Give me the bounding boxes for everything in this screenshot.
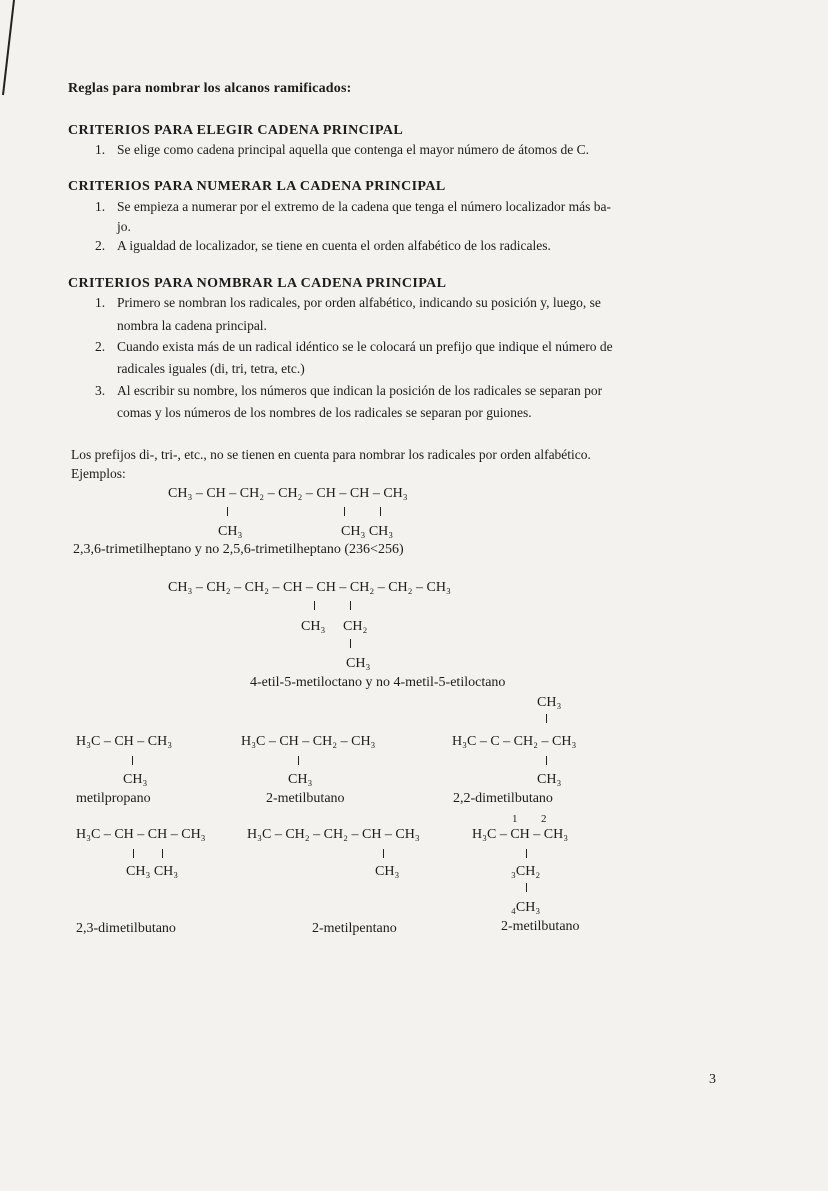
m3-chain: H₃C – C – CH₂ – CH₃ [452,734,577,749]
m3-bond-bottom [546,756,547,765]
m3-name: 2,2-dimetilbutano [453,791,553,806]
examples-label: Ejemplos: [71,466,126,481]
section2-heading: CRITERIOS PARA NUMERAR LA CADENA PRINCIPAL [68,179,446,194]
ex1-sub-a: CH₃ [218,524,243,539]
m4-bond-a [133,849,134,858]
ex2-sub-a: CH₃ [301,619,326,634]
m2-sub: CH₃ [288,772,313,787]
m4-chain: H₃C – CH – CH – CH₃ [76,827,206,842]
m1-chain: H₃C – CH – CH₃ [76,734,173,749]
section3-item-1: 1. Primero se nombran los radicales, por orden alfabético, indicando su posición y, luego, se [95,295,601,310]
m3-bond-top [546,714,547,723]
ex1-bond-c [380,507,381,516]
m3-top-sub: CH₃ [537,695,562,710]
ex1-name: 2,3,6-trimetilheptano y no 2,5,6-trimetilheptano (236<256) [73,542,404,557]
ex1-sub-b: CH₃ CH₃ [341,524,394,539]
m6-name: 2-metilbutano [501,919,580,934]
ex2-bond-b [350,601,351,610]
section3-item-2-cont: radicales iguales (di, tri, tetra, etc.) [117,361,305,376]
m3-sub: CH₃ [537,772,562,787]
page-title: Reglas para nombrar los alcanos ramificados: [68,81,352,96]
m1-bond [132,756,133,765]
m4-sub: CH₃ CH₃ [126,864,179,879]
m6-num-2: 2 [541,813,547,825]
section3-item-2: 2. Cuando exista más de un radical idéntico se le colocará un prefijo que indique el número de [95,339,613,354]
m6-bond-b [526,883,527,892]
m4-name: 2,3-dimetilbutano [76,921,176,936]
m2-bond [298,756,299,765]
section2-item-2: 2. A igualdad de localizador, se tiene en cuenta el orden alfabético de los radicales. [95,238,551,253]
m2-chain: H₃C – CH – CH₂ – CH₃ [241,734,376,749]
ex1-bond-b [344,507,345,516]
prefix-note: Los prefijos di-, tri-, etc., no se tienen en cuenta para nombrar los radicales por orden alfabético. [71,447,591,462]
section1-item-1: 1. Se elige como cadena principal aquella que contenga el mayor número de átomos de C. [95,142,589,157]
m5-chain: H₃C – CH₂ – CH₂ – CH – CH₃ [247,827,420,842]
m6-sub-4: ₄CH₃ [511,900,541,915]
section2-item-1: 1. Se empieza a numerar por el extremo de la cadena que tenga el número localizador más ba- [95,199,612,214]
section3-item-1-cont: nombra la cadena principal. [117,318,267,333]
ex1-main-chain: CH₃ – CH – CH₂ – CH₂ – CH – CH – CH₃ [168,486,408,501]
ex2-sub-c: CH₃ [346,656,371,671]
ex2-bond-a [314,601,315,610]
section3-item-3-cont: comas y los números de los nombres de los radicales se separan por guiones. [117,405,532,420]
m1-sub: CH₃ [123,772,148,787]
m5-name: 2-metilpentano [312,921,397,936]
m6-num-1: 1 [512,813,518,825]
ex1-bond-a [227,507,228,516]
m4-bond-b [162,849,163,858]
ex2-sub-b: CH₂ [343,619,368,634]
section1-heading: CRITERIOS PARA ELEGIR CADENA PRINCIPAL [68,123,404,138]
m6-bond-a [526,849,527,858]
m6-sub-3: ₃CH₂ [511,864,541,879]
m2-name: 2-metilbutano [266,791,345,806]
binder-edge-mark [0,0,18,100]
ex2-name: 4-etil-5-metiloctano y no 4-metil-5-etiloctano [250,675,506,690]
m6-chain: H₃C – CH – CH₃ [472,827,569,842]
ex2-bond-c [350,639,351,648]
section3-item-3: 3. Al escribir su nombre, los números que indican la posición de los radicales se separan por [95,383,603,398]
ex2-main-chain: CH₃ – CH₂ – CH₂ – CH – CH – CH₂ – CH₂ – CH₃ [168,580,451,595]
m1-name: metilpropano [76,791,151,806]
m5-bond [383,849,384,858]
section3-heading: CRITERIOS PARA NOMBRAR LA CADENA PRINCIPAL [68,276,447,291]
page-number: 3 [709,1072,716,1087]
m5-sub: CH₃ [375,864,400,879]
section2-item-1-cont: jo. [117,219,131,234]
